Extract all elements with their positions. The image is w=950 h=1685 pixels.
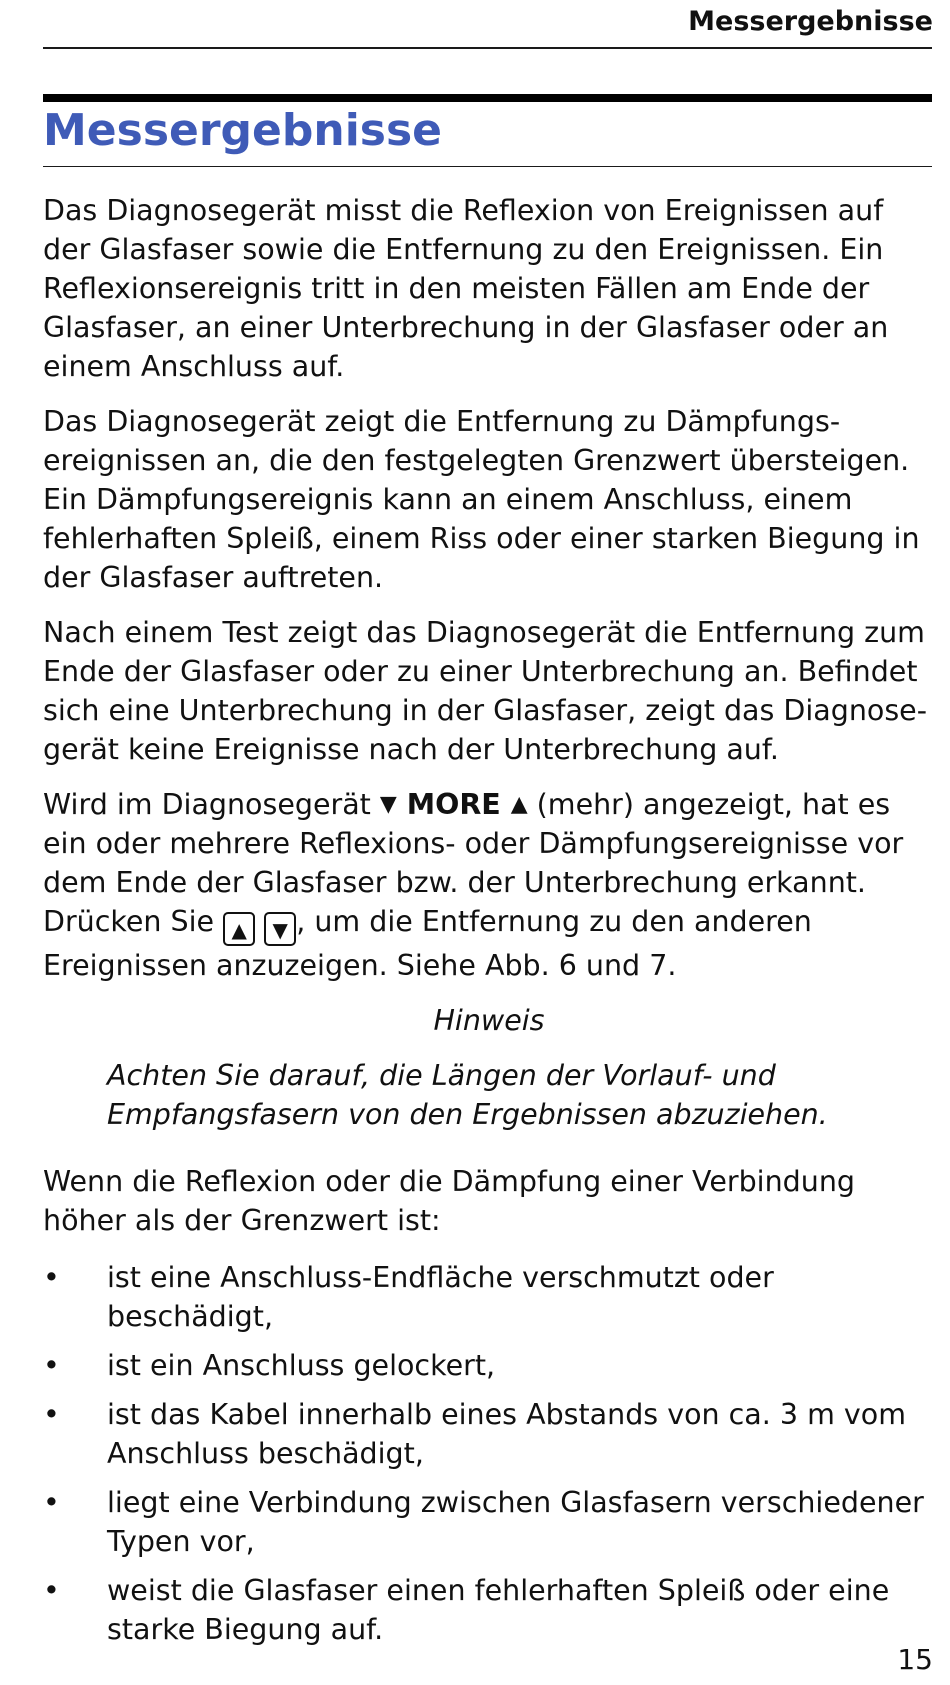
- list-item-text: ist ein Anschluss gelockert,: [107, 1349, 496, 1382]
- arrow-down-icon: ▼: [379, 792, 397, 817]
- up-key-icon: ▲: [223, 912, 255, 946]
- bullet-icon: •: [43, 1486, 60, 1519]
- more-text-before: Wird im Diagnosegerät: [43, 788, 380, 821]
- paragraph-reflection: Das Diagnosegerät misst die Reflexion von Ereignissen auf der Glasfaser sowie die Entfernung zu den Ereignissen. Ein Reflexionsereignis tritt in den meisten Fällen am Ende der Glasfaser, an einer Unterbrechung in der Glasfaser oder an einem Anschluss auf.: [43, 194, 889, 383]
- list-item-text: liegt eine Verbindung zwischen Glasfasern verschiedener Typen vor,: [107, 1486, 924, 1558]
- note-text: Achten Sie darauf, die Längen der Vorlauf- und Empfangsfasern von den Ergebnissen abzuziehen.: [107, 1059, 828, 1131]
- bullet-icon: •: [43, 1398, 60, 1431]
- paragraph-more-events: [43, 785, 935, 985]
- list-intro: Wenn die Reflexion oder die Dämpfung einer Verbindung höher als der Grenzwert ist:: [43, 1165, 855, 1237]
- more-text-after: (mehr) angezeigt, hat es ein oder mehrere Reflexions- oder Dämpfungsereignisse vor dem Ende der Glasfaser bzw. der Unterbrechung erkannt. Drücken Sie: [43, 788, 904, 938]
- list-item-text: ist eine Anschluss-Endfläche verschmutzt oder beschädigt,: [107, 1261, 774, 1333]
- down-key-icon: ▼: [264, 912, 296, 946]
- paragraph-test-result: Nach einem Test zeigt das Diagnosegerät die Entfernung zum Ende der Glasfaser oder zu einer Unterbrechung an. Befindet sich eine Unterbrechung in der Glasfaser, zeigt das Diagnosegerät keine Ereignisse nach der Unterbrechung auf.: [43, 616, 928, 766]
- list-item-text: ist das Kabel innerhalb eines Abstands von ca. 3 m vom Anschluss beschädigt,: [107, 1398, 906, 1470]
- page-title: Messergebnisse: [43, 105, 443, 156]
- bullet-icon: •: [43, 1349, 60, 1382]
- paragraph-attenuation: Das Diagnosegerät zeigt die Entfernung zu Dämpfungsereignissen an, die den festgelegten Grenzwert übersteigen. Ein Dämpfungsereignis kann an einem Anschluss, einem fehlerhaften Spleiß, einem Riss oder einer starken Biegung in der Glasfaser auftreten.: [43, 405, 920, 594]
- list-item-text: weist die Glasfaser einen fehlerhaften Spleiß oder eine starke Biegung auf.: [107, 1574, 890, 1646]
- page-content: [43, 191, 935, 1659]
- more-label: MORE: [396, 788, 511, 821]
- arrow-up-icon: ▲: [510, 792, 528, 817]
- cause-list: [43, 1258, 935, 1649]
- bullet-icon: •: [43, 1261, 60, 1294]
- title-bottom-rule: [43, 166, 932, 167]
- page-number: 15: [897, 1643, 933, 1676]
- header-rule: [43, 47, 932, 49]
- bullet-icon: •: [43, 1574, 60, 1607]
- list-item: [43, 1346, 935, 1385]
- list-item: [43, 1483, 935, 1561]
- list-item: [43, 1571, 935, 1649]
- list-item: [43, 1395, 935, 1473]
- note-heading: Hinweis: [433, 1004, 545, 1037]
- keys-text-after: , um die Entfernung zu den anderen Ereignissen anzuzeigen. Siehe Abb. 6 und 7.: [43, 905, 812, 982]
- list-item: [43, 1258, 935, 1336]
- running-header: Messergebnisse: [688, 6, 933, 37]
